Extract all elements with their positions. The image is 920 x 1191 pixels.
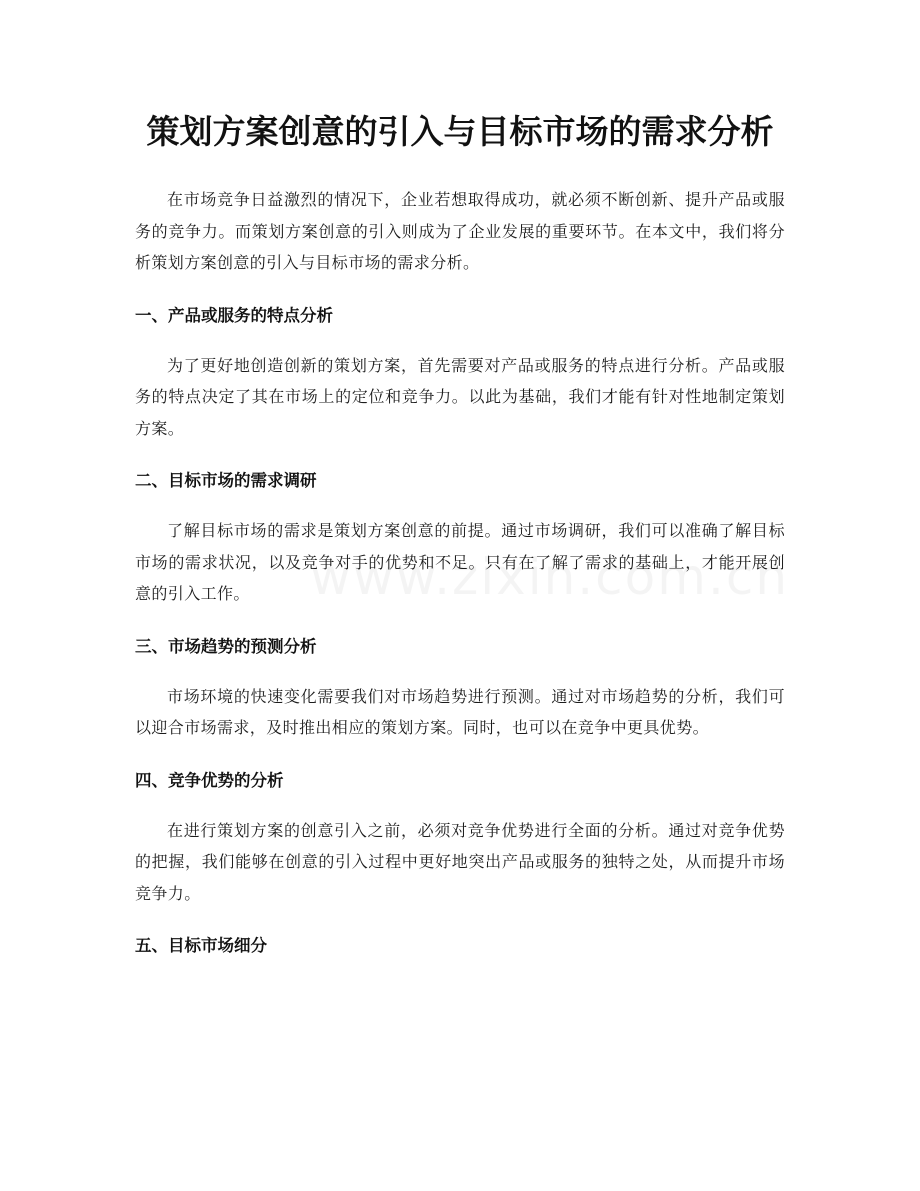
section-body-2: 了解目标市场的需求是策划方案创意的前提。通过市场调研，我们可以准确了解目标市场的需求状况，以及竞争对手的优势和不足。只有在了解了需求的基础上，才能开展创意的引入工作。 [135, 521, 785, 603]
section-heading-2: 二、目标市场的需求调研 [135, 471, 317, 490]
section-heading-4: 四、竞争优势的分析 [135, 770, 284, 790]
section-body-4: 在进行策划方案的创意引入之前，必须对竞争优势进行全面的分析。通过对竞争优势的把握，我们能够在创意的引入过程中更好地突出产品或服务的独特之处，从而提升市场竞争力。 [135, 820, 785, 903]
section-heading-3: 三、市场趋势的预测分析 [135, 636, 317, 656]
intro-paragraph: 在市场竞争日益激烈的情况下，企业若想取得成功，就必须不断创新、提升产品或服务的竞争力。而策划方案创意的引入则成为了企业发展的重要环节。在本文中，我们将分析策划方案创意的引入与目标市场的需求分析。 [135, 190, 785, 272]
section-body-3: 市场环境的快速变化需要我们对市场趋势进行预测。通过对市场趋势的分析，我们可以迎合市场需求，及时推出相应的策划方案。同时，也可以在竞争中更具优势。 [135, 686, 785, 737]
section-heading-1: 一、产品或服务的特点分析 [135, 305, 333, 325]
document-title: 策划方案创意的引入与目标市场的需求分析 [146, 112, 774, 151]
section-body-1: 为了更好地创造创新的策划方案，首先需要对产品或服务的特点进行分析。产品或服务的特点决定了其在市场上的定位和竞争力。以此为基础，我们才能有针对性地制定策划方案。 [135, 355, 785, 438]
section-heading-5: 五、目标市场细分 [135, 936, 267, 955]
